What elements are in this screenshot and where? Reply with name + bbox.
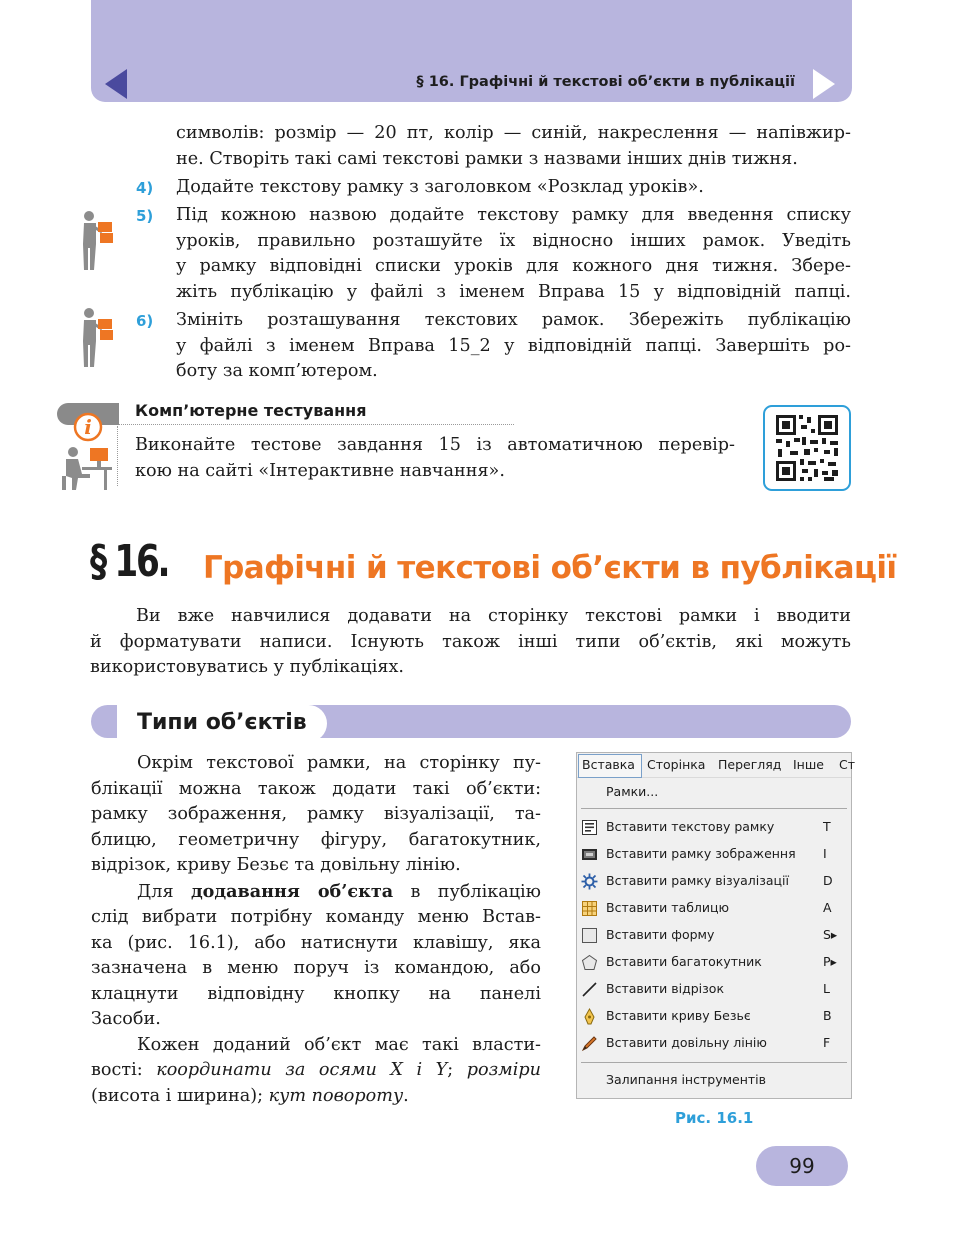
menu-item-shortcut: P▸ <box>823 954 837 969</box>
intro-paragraph <box>90 604 851 681</box>
text-line: жіть публікацію у файлі з іменем Вправа 15 у відповідній папці. <box>176 281 851 302</box>
qr-code-icon[interactable] <box>763 405 851 491</box>
text-line: уроків, правильно розташуйте їх відносно інших рамок. Уведіть <box>176 230 851 251</box>
menu-item-shortcut: D <box>823 873 833 888</box>
text-line <box>91 1058 541 1084</box>
info-person-at-computer-icon <box>60 412 116 492</box>
menu-item-label: Залипання інструментів <box>606 1072 767 1087</box>
menu-item-frames[interactable] <box>577 779 851 806</box>
menu-bar <box>577 753 856 778</box>
testing-text <box>135 433 735 484</box>
step-text <box>176 175 851 201</box>
step-number: 4) <box>136 179 154 197</box>
text-line: Додайте текстову рамку з заголовком «Розклад уроків». <box>176 177 704 197</box>
menu-view[interactable]: Перегляд <box>718 757 782 772</box>
menu-item-insert-bezier[interactable] <box>577 1003 851 1030</box>
section-number: § 16. <box>90 536 169 587</box>
page-number: 99 <box>789 1154 815 1178</box>
menu-item-label: Вставити багатокутник <box>606 954 762 969</box>
text-line: у файлі з іменем Вправа 15_2 у відповідній папці. Завершіть ро- <box>176 335 851 356</box>
continuation-paragraph <box>176 121 851 172</box>
text-line <box>91 1084 541 1110</box>
divider <box>117 426 118 486</box>
image-frame-icon <box>581 846 598 863</box>
polygon-icon <box>581 954 598 971</box>
text-line: зазначена в меню поруч із командою, або <box>91 958 541 978</box>
body-column <box>91 751 541 1109</box>
triangle-left-icon[interactable] <box>105 69 127 99</box>
text-frame-icon <box>581 819 598 836</box>
text-line: використовуватись у публікаціях. <box>90 657 404 677</box>
menu-item-shortcut: F <box>823 1035 831 1050</box>
menu-other[interactable]: Інше <box>793 757 824 772</box>
text-line: не. Створіть такі самі текстові рамки з назвами інших днів тижня. <box>176 148 798 169</box>
italic-term: розміри <box>466 1060 541 1080</box>
menu-item-label: Вставити текстову рамку <box>606 819 775 834</box>
freehand-pencil-icon <box>581 1035 598 1052</box>
text-line: слід вибрати потрібну команду меню Встав- <box>91 907 541 927</box>
line-icon <box>581 981 598 998</box>
running-header-title: § 16. Графічні й текстові об’єкти в публікації <box>416 74 795 90</box>
menu-item-sticky-tools[interactable] <box>577 1067 851 1094</box>
menu-item-insert-freehand[interactable] <box>577 1030 851 1057</box>
text-line: кою на сайті «Інтерактивне навчання». <box>135 460 505 481</box>
menu-item-insert-text-frame[interactable] <box>577 814 851 841</box>
menu-more[interactable]: Ст <box>839 757 856 772</box>
menu-item-label: Вставити рамку візуалізації <box>606 873 789 888</box>
text-run: (висота і ширина); <box>91 1085 269 1106</box>
menu-item-label: Вставити криву Безьє <box>606 1008 751 1023</box>
menu-separator <box>581 1062 847 1063</box>
table-icon <box>581 900 598 917</box>
step-text <box>176 308 851 385</box>
testing-title: Комп’ютерне тестування <box>135 401 367 420</box>
menu-item-shortcut: S▸ <box>823 927 838 942</box>
text-line: символів: розмір — 20 пт, колір — синій, накреслення — напівжир- <box>176 123 851 143</box>
person-carrying-boxes-icon <box>80 210 114 272</box>
menu-page[interactable]: Сторінка <box>647 757 706 772</box>
text-run: ; <box>447 1060 467 1080</box>
menu-item-shortcut: I <box>823 846 827 861</box>
person-carrying-boxes-icon <box>80 307 114 369</box>
figure-caption: Рис. 16.1 <box>675 1109 754 1127</box>
section-title: Графічні й текстові об’єкти в публікації <box>203 550 897 586</box>
text-line: блицю, геометричну фігуру, багатокутник, <box>91 829 541 850</box>
menu-item-insert-render-frame[interactable] <box>577 868 851 895</box>
menu-insert[interactable]: Вставка <box>582 757 635 772</box>
italic-term: кут повороту <box>268 1085 404 1106</box>
text-run: в публікацію <box>393 881 542 902</box>
text-line: Змініть розташування текстових рамок. Збережіть публікацію <box>176 310 851 330</box>
text-line <box>91 879 541 906</box>
shape-icon <box>581 927 598 944</box>
menu-item-shortcut: B <box>823 1008 832 1023</box>
step-number: 5) <box>136 207 154 225</box>
text-run: Для <box>137 881 191 902</box>
subsection-title: Типи об’єктів <box>137 710 307 735</box>
text-line: й форматувати написи. Існують також інші типи об’єктів, які можуть <box>90 631 851 652</box>
text-line: ка (рис. 16.1), або натиснути клавішу, яка <box>91 932 541 953</box>
text-line: Окрім текстової рамки, на сторінку пу- <box>137 753 541 773</box>
text-line: Під кожною назвою додайте текстову рамку для введення списку <box>176 205 851 225</box>
menu-item-label: Вставити форму <box>606 927 715 942</box>
menu-item-insert-line[interactable] <box>577 976 851 1003</box>
text-line: Засоби. <box>91 1009 161 1029</box>
text-line: боту за комп’ютером. <box>176 361 378 381</box>
triangle-right-icon[interactable] <box>813 69 835 99</box>
subsection-pill-edge <box>91 705 117 738</box>
text-line: відрізок, криву Безьє та довільну лінію. <box>91 855 461 875</box>
menu-item-label: Вставити рамку зображення <box>606 846 796 861</box>
menu-item-label: Вставити таблицю <box>606 900 730 915</box>
menu-separator <box>581 808 847 809</box>
menu-item-label: Вставити довільну лінію <box>606 1035 767 1050</box>
italic-term: координати за осями X і Y <box>156 1060 448 1080</box>
text-line: клацнути відповідну кнопку на панелі <box>91 983 541 1004</box>
menu-item-insert-image-frame[interactable] <box>577 841 851 868</box>
menu-item-insert-shape[interactable] <box>577 922 851 949</box>
menu-item-label: Рамки... <box>606 784 659 799</box>
menu-item-shortcut: L <box>823 981 830 996</box>
menu-item-insert-table[interactable] <box>577 895 851 922</box>
svg-text:i: i <box>84 415 92 439</box>
menu-item-label: Вставити відрізок <box>606 981 724 996</box>
menu-item-insert-polygon[interactable] <box>577 949 851 976</box>
text-line: Кожен доданий об’єкт має такі власти- <box>137 1034 541 1055</box>
text-run: . <box>403 1085 409 1106</box>
insert-menu-screenshot <box>576 752 856 1099</box>
divider <box>119 424 514 425</box>
text-run: вості: <box>91 1060 157 1080</box>
bezier-pen-icon <box>581 1008 598 1025</box>
menu-item-shortcut: A <box>823 900 832 915</box>
step-text <box>176 203 851 305</box>
text-line: Ви вже навчилися додавати на сторінку текстові рамки і вводити <box>136 606 851 626</box>
step-number: 6) <box>136 312 154 330</box>
bold-term: додавання об’єкта <box>190 880 394 902</box>
render-frame-icon <box>581 873 598 890</box>
text-line: блікації можна також додати такі об’єкти: <box>91 778 541 799</box>
text-line: у рамку відповідні списки уроків для кожного дня тижня. Збере- <box>176 256 851 276</box>
menu-item-shortcut: T <box>823 819 831 834</box>
text-line: рамку зображення, рамку візуалізації, та- <box>91 804 541 824</box>
text-line: Виконайте тестове завдання 15 із автоматичною перевір- <box>135 435 735 455</box>
